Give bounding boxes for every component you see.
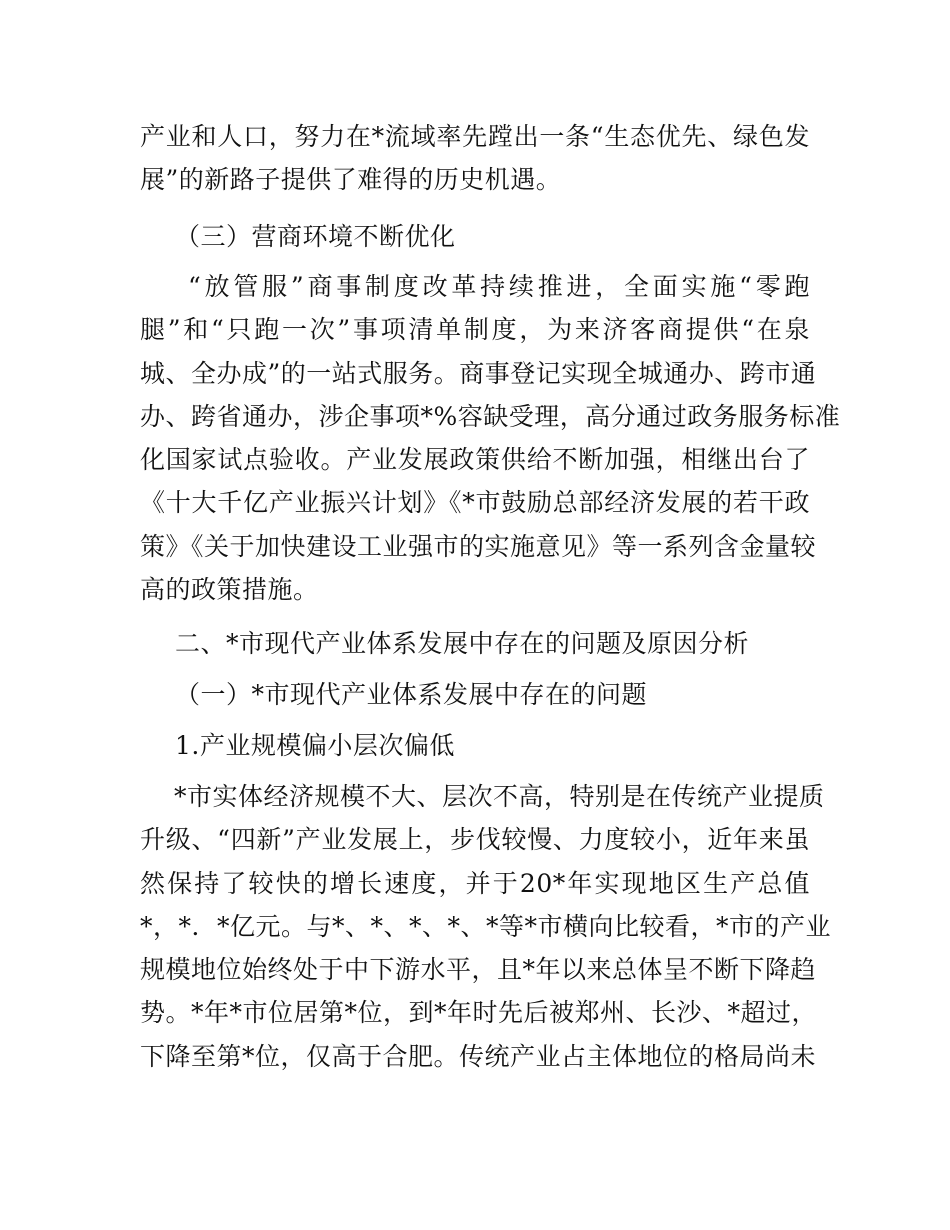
subsection-heading-problems: （一）*市现代产业体系发展中存在的问题 <box>175 680 648 709</box>
text-line: 化国家试点验收。产业发展政策供给不断加强，相继出台了 <box>140 445 810 475</box>
text-line: “放管服”商事制度改革持续推进，全面实施“零跑 <box>188 272 810 301</box>
text-line: 规模地位始终处于中下游水平，且*年以来总体呈不断下降趋 <box>140 955 817 985</box>
paragraph-population-opportunity <box>140 115 810 202</box>
text-line: 产业和人口，努力在*流域率先蹚出一条“生态优先、绿色发 <box>140 122 810 151</box>
paragraph-industry-scale <box>140 775 832 1078</box>
paragraph-reform-policies <box>140 265 841 611</box>
text-line: 办、跨省通办，涉企事项*%容缺受理，高分通过政务服务标准 <box>140 401 841 431</box>
text-line: 势。*年*市位居第*位，到*年时先后被郑州、长沙、*超过， <box>140 998 818 1028</box>
text-line: 下降至第*位，仅高于合肥。传统产业占主体地位的格局尚未 <box>140 1041 817 1071</box>
text-line: 然保持了较快的增长速度，并于20*年实现地区生产总值 <box>140 868 810 898</box>
subsubsection-heading-scale: 1.产业规模偏小层次偏低 <box>175 731 455 760</box>
text-line: *，*．*亿元。与*、*、*、*、*等*市横向比较看，*市的产业 <box>140 911 832 941</box>
section-heading-business-environment: （三）营商环境不断优化 <box>175 222 456 251</box>
text-line: 城、全办成”的一站式服务。商事登记实现全城通办、跨市通 <box>140 358 817 388</box>
text-line: 策》《关于加快建设工业强市的实施意见》等一系列含金量较 <box>140 531 817 561</box>
text-line: 高的政策措施。 <box>140 575 319 605</box>
text-line: 《十大千亿产业振兴计划》《*市鼓励总部经济发展的若干政 <box>140 488 810 518</box>
text-line: 展”的新路子提供了难得的历史机遇。 <box>140 165 562 195</box>
section-heading-problems-analysis: 二、*市现代产业体系发展中存在的问题及原因分析 <box>175 629 750 658</box>
text-line: *市实体经济规模不大、层次不高，特别是在传统产业提质 <box>174 782 825 811</box>
text-line: 腿”和“只跑一次”事项清单制度，为来济客商提供“在泉 <box>140 315 810 345</box>
text-line: 升级、“四新”产业发展上，步伐较慢、力度较小，近年来虽 <box>140 825 810 855</box>
